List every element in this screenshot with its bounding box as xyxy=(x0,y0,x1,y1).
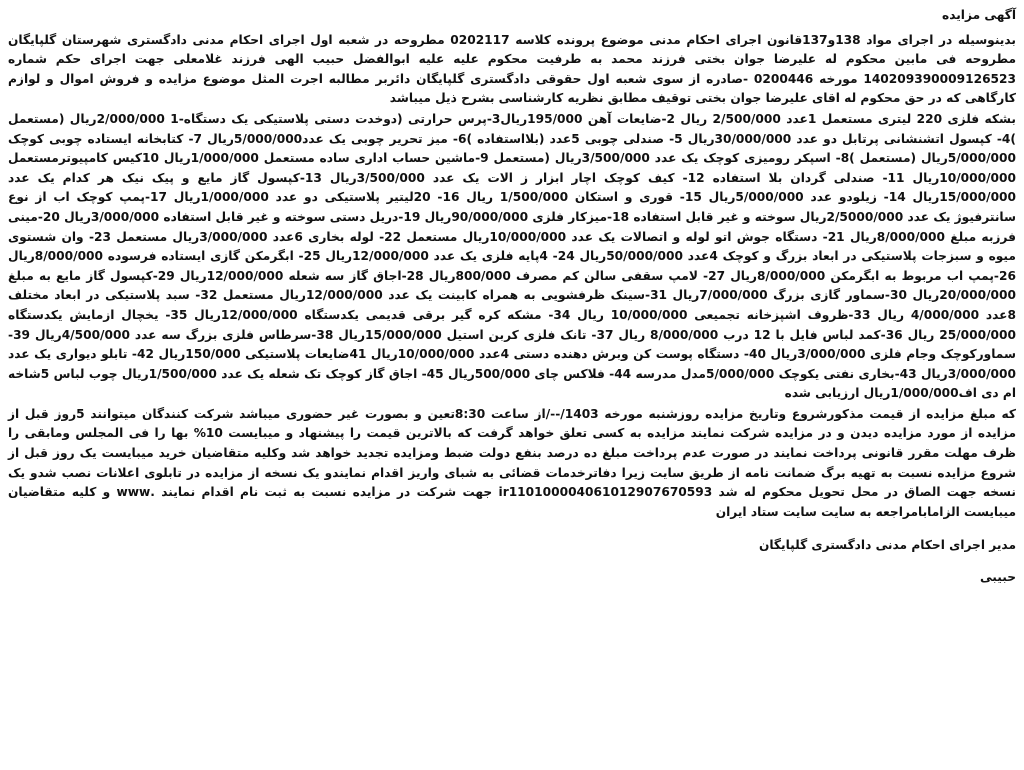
notice-intro: بدینوسیله در اجرای مواد 138و137قانون اجرای احکام مدنی موضوع پرونده کلاسه 0202117 مطروحه در شعبه اول اجرای احکام مدنی دادگستری شهرستان گلپایگان مطروحه فی مابین محکوم له علیرضا جوان بختی فرزند محمد به طرفیت محکوم علیه علیه ابوالفضل حبیب الهی فرزند غلامعلی جهت اجرای حکم شماره 140209390009126523 مورخه 0200446 -صادره از سوی شعبه اول حقوقی دادگستری گلپایگان دائربر مطالبه اجرت المثل موضوع مزایده و فروش اموال و لوازم کارگاهی که در حق محکوم له اقای علیرضا جوان بختی توقیف مطابق نظریه کارشناسی بشرح ذیل میباشد xyxy=(8,32,1016,106)
auction-notice xyxy=(8,6,1016,766)
notice-terms: که مبلغ مزایده از قیمت مذکورشروع وتاریخ مزایده روزشنبه مورخه 1403/--/از ساعت 8:30تعین و بصورت غیر حضوری میباشد شرکت کنندگان میتوانند 5روز قبل از مزایده از مورد مزایده دیدن و در مزایده شرکت نمایند مزایده به کسی تعلق خواهد گرفت که بالاترین قیمت را پیشنهاد و میبایست 10% بها را فی المجلس ومابقی را ظرف مهلت مقرر قانونی پرداخت نمایند در صورت عدم پرداخت مبلغ ده درصد بنفع دولت ضبط ومزایده تجدید خواهد شد وکلیه متقاضیان خرید میبایست یک روز قبل از شروع مزایده نسبت به تهیه برگ ضمانت نامه از طریق سایت زیرا دفاترخدمات قضائی به شبای واریز اقدام نمایندو یک نسخه از مزایده در تابلوی اعلانات نصب شدو یک نسخه جهت الصاق در محل تحویل محکوم له شد ir110100004061012907670593 جهت شرکت در مزایده نسبت به ثبت نام اقدام نمایند .www و کلیه متقاضیان میبایست الزامابامراجعه به سایت سایت ستاد ایران xyxy=(8,406,1016,519)
notice-items-list: بشکه فلزی 220 لیتری مستعمل 1عدد 2/500/000 ریال 2-ضایعات آهن 195/000ریال3-پرس حرارتی (دوخدت دستی پلاستیکی یک دستگاه-1 2/000/000ریال (مستعمل )4- کپسول اتشنشانی پرتابل دو عدد 30/000/000ریال 5- صندلی چوبی 5عدد (بلااستفاده )6- میز تحریر چوبی یک عدد5/000/000ریال 7- کتابخانه ایستاده چوبی کوچک 5/000/000ریال (مستعمل )8- اسپکر رومیزی کوچک یک عدد 3/500/000ریال (مستعمل 9-ماشین حساب اداری ساده مستعمل 1/000/000ریال 10کیس کامپیوترمستعمل 10/000/000ریال 11- صندلی گردان بلا استفاده 12- کیف کوچک اچار ابزار ز الات یک عدد 3/500/000ریال 13-کپسول گاز مایع و پیک نیک هر کدام یک عدد 15/000/000ریال 14- زیلودو عدد 5/000/000ریال 15- قوری و استکان 1/500/000 ریال 16- 20لیتیر پلاستیکی دو عدد 1/000/000ریال 17-پمپ کوچک اب از نوع سانترفیوژ یک عدد 2/5000/000ریال سوخته و غیر قابل استفاده 18-میزکار فلزی 90/000/000ریال 19-دریل دستی سوخته و غیر قابل استفاده 3/000/000ریال 20-مینی فرزبه مبلغ 8/000/000ریال 21- دستگاه جوش اتو لوله و اتصالات یک عدد 10/000/000ریال مستعمل 22- لوله بخاری 6عدد 3/000/000ریال مستعمل 23- وان شستوی میوه و سبزجات پلاستیکی در ابعاد بزرگ و کوچک 4عدد 50/000/000ریال 24- 4پایه فلزی یک عدد 12/000/000ریال 25- ابگرمکن گازی ایستاده فرسوده 8/000/000ریال 26-پمپ اب مربوط به ابگرمکن 8/000/000ریال 27- لامپ سقفی سالن کم مصرف 800/000ریال 28-اجاق گاز سه شعله 12/000/000ریال 29-کپسول گاز مایع به مبلغ 20/000/000ریال 30-سماور گازی بزرگ 7/000/000ریال 31-سینک ظرفشویی به همراه کابینت یک عدد 12/000/000ریال مستعمل 32- سبد پلاستیکی در ابعاد مختلف 8عدد 4/000/000 ریال 33-ظروف اشپزخانه تجمیعی 10/000/000 ریال 34- مشکه کره گیر برقی قدیمی یکدستگاه 12/000/000ریال 35- یخچال ازمایش یکدستگاه 25/000/000 ریال 36-کمد لباس فایل با 12 درب 8/000/000 ریال 37- تانک فلزی کربن استیل 15/000/000ریال 38-سرطاس فلزی بزرگ سه عدد 4/500/000ریال 39- سماورکوچک وجام فلزی 3/000/000ریال 40- دستگاه پوست کن وبرش دهنده دستی 4عدد 10/000/000ریال 41ضایعات پلاستیکی 150/000ریال 42- تابلو دیواری یک عدد 3/000/000ریال 43-بخاری نفتی یکوچک 5/000/000مدل مدرسه 44- فلاکس چای 500/000ریال 45- اجاق گاز کوچک تک شعله یک عدد 1/500/000ریال چوب لباس 5شاخه ام دی اف1/000/000ریال ارزیابی شده xyxy=(8,111,1017,401)
notice-title: آگهی مزایده xyxy=(942,8,1016,22)
signature-office: مدیر اجرای احکام مدنی دادگستری گلپایگان xyxy=(758,538,1016,553)
signature-name: حبیبی xyxy=(979,570,1016,585)
